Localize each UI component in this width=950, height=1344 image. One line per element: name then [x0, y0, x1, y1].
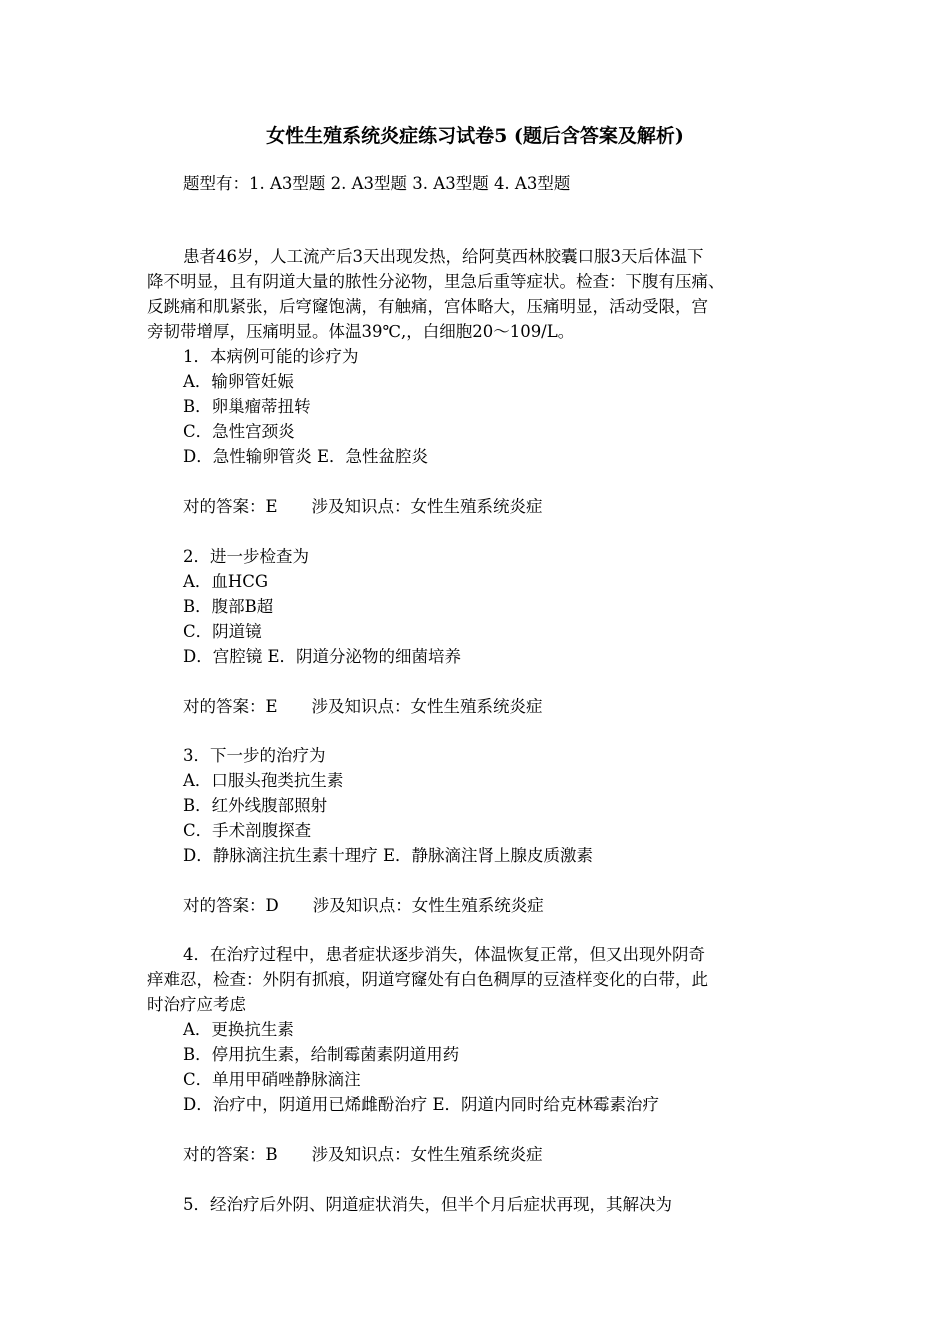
question-2-option-d-e: D．宫腔镜 E．阴道分泌物的细菌培养: [183, 647, 462, 666]
question-1-answer-row: [183, 495, 543, 519]
question-2-knowledge: 涉及知识点：女性生殖系统炎症: [311, 697, 543, 716]
question-1-option-d-e: D．急性输卵管炎 E．急性盆腔炎: [183, 447, 429, 466]
question-4-option-a: A．更换抗生素: [183, 1020, 294, 1039]
case-line-3: 反跳痛和肌紧张，后穹窿饱满，有触痛，宫体略大，压痛明显，活动受限，宫: [147, 297, 708, 316]
question-3-answer: 对的答案：D: [183, 896, 279, 915]
question-4-option-c: C．单用甲硝唑静脉滴注: [183, 1070, 361, 1089]
question-3-stem: 3．下一步的治疗为: [183, 746, 326, 765]
question-2-answer-row: [183, 695, 543, 719]
question-4-answer: 对的答案：B: [183, 1145, 278, 1164]
question-1-option-a: A．输卵管妊娠: [183, 372, 294, 391]
case-line-4: 旁韧带增厚，压痛明显。体温39℃,，白细胞20～109/L。: [147, 322, 575, 341]
question-1-stem: 1．本病例可能的诊疗为: [183, 347, 359, 366]
question-1-option-c: C．急性宫颈炎: [183, 422, 295, 441]
question-3-option-a: A．口服头孢类抗生素: [183, 771, 344, 790]
question-4-stem-line-3: 时治疗应考虑: [147, 995, 246, 1014]
question-types: 题型有：1. A3型题 2. A3型题 3. A3型题 4. A3型题: [183, 174, 571, 193]
question-4-option-d-e: D．治疗中，阴道用已烯雌酚治疗 E．阴道内同时给克林霉素治疗: [183, 1095, 660, 1114]
case-line-2: 降不明显，且有阴道大量的脓性分泌物，里急后重等症状。检查：下腹有压痛、: [147, 272, 725, 291]
question-3-answer-row: [183, 894, 544, 918]
document-title: 女性生殖系统炎症练习试卷5 (题后含答案及解析): [266, 125, 684, 147]
question-2-option-b: B．腹部B超: [183, 597, 274, 616]
question-1-option-b: B．卵巢瘤蒂扭转: [183, 397, 311, 416]
question-5-stem: 5．经治疗后外阴、阴道症状消失，但半个月后症状再现，其解决为: [183, 1195, 672, 1214]
question-4-option-b: B．停用抗生素，给制霉菌素阴道用药: [183, 1045, 460, 1064]
question-4-knowledge: 涉及知识点：女性生殖系统炎症: [311, 1145, 543, 1164]
question-2-answer: 对的答案：E: [183, 697, 278, 716]
question-1-knowledge: 涉及知识点：女性生殖系统炎症: [311, 497, 543, 516]
question-4-stem-line-2: 痒难忍，检查：外阴有抓痕，阴道穹窿处有白色稠厚的豆渣样变化的白带，此: [147, 970, 708, 989]
question-2-option-c: C．阴道镜: [183, 622, 262, 641]
question-2-option-a: A．血HCG: [183, 572, 269, 591]
question-4-answer-row: [183, 1143, 543, 1167]
question-1-answer: 对的答案：E: [183, 497, 278, 516]
question-2-stem: 2．进一步检查为: [183, 547, 309, 566]
question-3-option-b: B．红外线腹部照射: [183, 796, 328, 815]
question-3-option-d-e: D．静脉滴注抗生素十理疗 E．静脉滴注肾上腺皮质激素: [183, 846, 594, 865]
case-line-1: 患者46岁，人工流产后3天出现发热，给阿莫西林胶囊口服3天后体温下: [183, 247, 704, 266]
question-3-knowledge: 涉及知识点：女性生殖系统炎症: [312, 896, 544, 915]
question-4-stem-line-1: 4．在治疗过程中，患者症状逐步消失，体温恢复正常，但又出现外阴奇: [183, 945, 705, 964]
question-3-option-c: C．手术剖腹探查: [183, 821, 312, 840]
